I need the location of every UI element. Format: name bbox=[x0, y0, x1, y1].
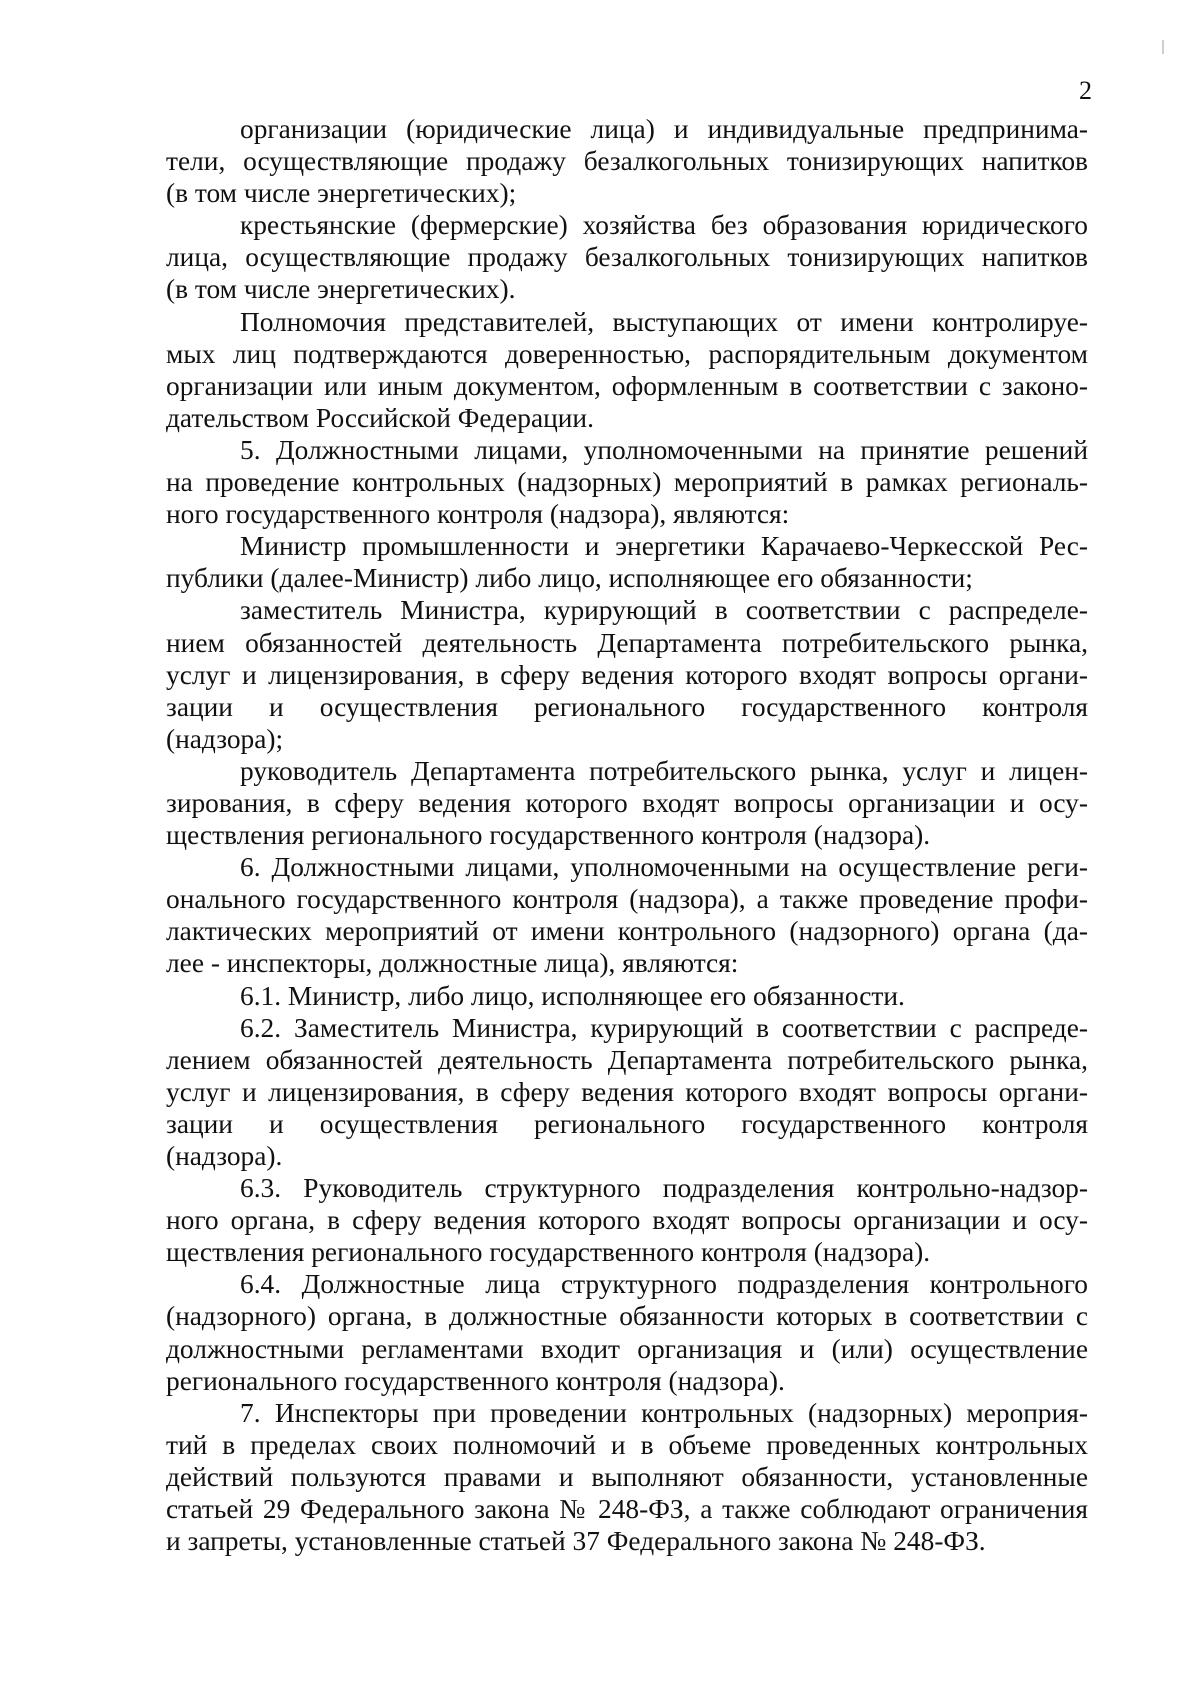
text-line: (надзорного) органа, в должностные обязанности которых в соответствии с bbox=[166, 1301, 1088, 1332]
text-line: (надзора). bbox=[166, 1141, 283, 1171]
text-line: 5. Должностными лицами, уполномоченными на принятие решений bbox=[240, 434, 1088, 465]
scan-mark bbox=[1162, 40, 1164, 54]
text-line: ществления регионального государственного контроля (надзора). bbox=[166, 820, 931, 851]
text-line: зации и осуществления регионального государственного контроля bbox=[166, 1108, 1088, 1139]
paragraph-p7 bbox=[166, 755, 1088, 851]
text-line: действий пользуются правами и выполняют обязанности, установленные bbox=[166, 1461, 1088, 1492]
text-line: зирования, в сферу ведения которого входят вопросы организации и осу- bbox=[166, 787, 1088, 818]
text-line: 7. Инспекторы при проведении контрольных (надзорных) мероприя- bbox=[240, 1397, 1088, 1428]
text-line: онального государственного контроля (надзора), а также проведение профи- bbox=[166, 884, 1088, 915]
text-line: дательством Российской Федерации. bbox=[166, 402, 594, 433]
paragraph-p2 bbox=[166, 209, 1088, 305]
paragraph-p9 bbox=[166, 980, 1088, 1012]
paragraph-p12 bbox=[166, 1268, 1088, 1396]
text-line: публики (далее-Министр) либо лицо, исполняющее его обязанности; bbox=[166, 563, 973, 594]
text-line: тели, осуществляющие продажу безалкогольных тонизирующих напитков bbox=[166, 146, 1088, 177]
text-line: лее - инспекторы, должностные лица), являются: bbox=[166, 948, 739, 979]
text-line: организации (юридические лица) и индивидуальные предпринима- bbox=[240, 114, 1088, 144]
text-line: (надзора); bbox=[166, 723, 284, 754]
paragraph-p4 bbox=[166, 434, 1088, 530]
text-line: зации и осуществления регионального государственного контроля bbox=[166, 691, 1088, 722]
text-line: услуг и лицензирования, в сферу ведения которого входят вопросы органи- bbox=[166, 659, 1088, 690]
paragraph-p3 bbox=[166, 306, 1088, 434]
text-line: организации или иным документом, оформленным в соответствии с законо- bbox=[166, 370, 1088, 401]
paragraph-p6 bbox=[166, 594, 1088, 754]
text-line: должностными регламентами входит организация и (или) осуществление bbox=[166, 1333, 1088, 1364]
text-line: 6.1. Министр, либо лицо, исполняющее его обязанности. bbox=[240, 980, 905, 1011]
text-line: лением обязанностей деятельность Департамента потребительского рынка, bbox=[166, 1044, 1088, 1075]
text-line: 6.4. Должностные лица структурного подразделения контрольного bbox=[240, 1269, 1088, 1300]
text-line: (в том числе энергетических). bbox=[166, 274, 516, 305]
paragraph-p5 bbox=[166, 530, 1088, 594]
text-line: нием обязанностей деятельность Департамента потребительского рынка, bbox=[166, 627, 1088, 658]
text-line: лактических мероприятий от имени контрольного (надзорного) органа (да- bbox=[166, 916, 1088, 947]
text-line: ного государственного контроля (надзора), являются: bbox=[166, 499, 790, 530]
text-line: 6.2. Заместитель Министра, курирующий в соответствии с распреде- bbox=[240, 1012, 1088, 1043]
paragraph-p13 bbox=[166, 1397, 1088, 1557]
text-line: ществления регионального государственного контроля (надзора). bbox=[166, 1237, 931, 1268]
text-line: регионального государственного контроля (надзора). bbox=[166, 1365, 785, 1396]
text-line: лица, осуществляющие продажу безалкогольных тонизирующих напитков bbox=[166, 242, 1088, 273]
paragraph-p8 bbox=[166, 851, 1088, 979]
text-line: 6. Должностными лицами, уполномоченными на осуществление реги- bbox=[240, 852, 1088, 883]
text-line: услуг и лицензирования, в сферу ведения которого входят вопросы органи- bbox=[166, 1076, 1088, 1107]
text-line: Министр промышленности и энергетики Карачаево-Черкесской Рес- bbox=[240, 531, 1088, 562]
text-line: руководитель Департамента потребительского рынка, услуг и лицен- bbox=[240, 755, 1088, 786]
text-line: 6.3. Руководитель структурного подразделения контрольно-надзор- bbox=[240, 1173, 1088, 1204]
paragraph-p1 bbox=[166, 113, 1088, 209]
page-number: 2 bbox=[1079, 76, 1092, 105]
text-line: (в том числе энергетических); bbox=[166, 178, 517, 209]
text-line: Полномочия представителей, выступающих от имени контролируе- bbox=[240, 306, 1088, 337]
document-body bbox=[166, 113, 1088, 1557]
text-line: и запреты, установленные статьей 37 Федерального закона № 248-ФЗ. bbox=[166, 1526, 986, 1557]
text-line: мых лиц подтверждаются доверенностью, распорядительным документом bbox=[166, 338, 1088, 369]
text-line: статьей 29 Федерального закона № 248-ФЗ, а также соблюдают ограничения bbox=[166, 1494, 1088, 1525]
text-line: тий в пределах своих полномочий и в объеме проведенных контрольных bbox=[166, 1429, 1088, 1460]
text-line: на проведение контрольных (надзорных) мероприятий в рамках региональ- bbox=[166, 467, 1088, 498]
text-line: ного органа, в сферу ведения которого входят вопросы организации и осу- bbox=[166, 1205, 1088, 1236]
text-line: заместитель Министра, курирующий в соответствии с распределе- bbox=[240, 595, 1088, 626]
paragraph-p11 bbox=[166, 1172, 1088, 1268]
text-line: крестьянские (фермерские) хозяйства без образования юридического bbox=[240, 210, 1088, 241]
paragraph-p10 bbox=[166, 1012, 1088, 1172]
